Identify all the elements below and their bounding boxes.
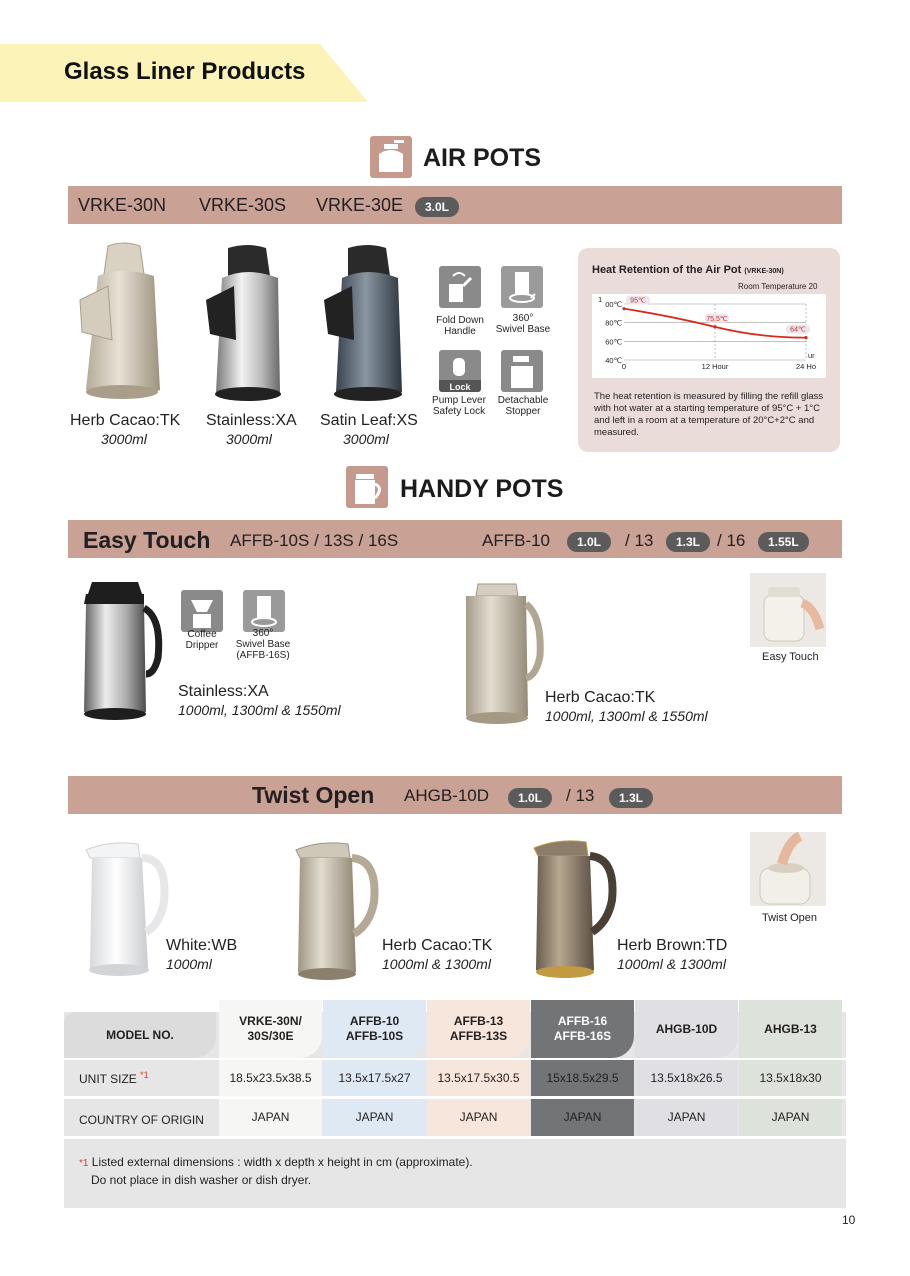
chart-y-tick-label: 60℃ [605,337,622,347]
capacity-badge: 3.0L [415,197,459,217]
chart-data-point [713,325,716,328]
table-header-model: VRKE-30N/ 30S/30E [219,1000,322,1058]
twist-open-product-capacity: 1000ml & 1300ml [617,956,726,972]
heat-retention-chart [592,294,826,378]
twist-open-photo [750,832,826,906]
twist-open-herb-cacao-image [290,836,384,986]
swivel-base-icon [243,590,285,632]
table-cell-origin: JAPAN [323,1099,426,1136]
table-cell-origin: JAPAN [531,1099,634,1136]
twist-open-band [68,776,842,814]
easy-touch-photo-caption: Easy Touch [762,651,819,663]
chart-y-tick-label: 40℃ [605,356,622,365]
feature-label: Fold Down Handle [436,315,484,337]
easy-touch-models: AFFB-10S / 13S / 16S [230,531,399,550]
table-cell-unit-size: 13.5x17.5x30.5 [427,1060,530,1096]
twist-open-product-capacity: 1000ml & 1300ml [382,956,491,972]
table-cell-unit-size: 13.5x17.5x27 [323,1060,426,1096]
table-header-model: AFFB-10 AFFB-10S [323,1000,426,1058]
air-pot-product-name: Satin Leaf:XS [320,412,418,429]
chart-data-label: 75.5℃ [706,315,728,323]
air-pots-title: AIR POTS [423,144,542,172]
feature-label: Coffee Dripper [185,629,219,651]
twist-open-product-name: Herb Cacao:TK [382,937,493,954]
table-header-model: AHGB-13 [739,1000,842,1058]
chart-data-point [804,336,807,339]
feature-label: 360° Swivel Base (AFFB-16S) [235,628,291,661]
twist-open-herb-brown-image [526,834,622,986]
handy-pots-title: HANDY POTS [400,475,564,503]
chart-x-tick-label: 12 Hour [701,362,729,371]
table-cell-origin: JAPAN [635,1099,738,1136]
capacity-badge: 1.55L [758,532,809,552]
table-divider [64,1136,846,1139]
feature-label: Detachable Stopper [497,395,549,417]
twist-open-photo-caption: Twist Open [762,912,818,924]
coffee-dripper-icon [181,590,223,632]
table-cell-origin: JAPAN [219,1099,322,1136]
air-pots-model-band [68,186,842,224]
table-header-model-no: MODEL NO. [64,1012,216,1058]
air-pot-herb-cacao-image [72,240,172,408]
table-cell-origin: JAPAN [739,1099,842,1136]
table-cell-unit-size: 13.5x18x26.5 [635,1060,738,1096]
air-pot-stainless-image [200,242,296,408]
table-header-model: AHGB-10D [635,1000,738,1058]
stopper-icon [501,350,543,392]
page-title: Glass Liner Products [64,58,306,85]
twist-open-product-capacity: 1000ml [166,956,212,972]
twist-open-product-name: White:WB [166,937,238,954]
spec-table [64,1012,846,1208]
lock-icon [439,350,481,392]
air-pot-icon [370,136,412,178]
heat-retention-title: Heat Retention of the Air Pot (VRKE-30N) [592,264,784,276]
feature-label: Pump Lever Safety Lock [432,395,486,417]
twist-open-models: AHGB-10D [404,786,490,805]
capacity-badge: 1.3L [666,532,710,552]
easy-touch-photo [750,573,826,647]
model-vrke-30e: VRKE-30E [316,195,404,215]
chart-y-top-fragment: 1 [598,295,603,304]
twist-open-product-name: Herb Brown:TD [617,937,728,954]
chart-data-label: 95℃ [630,297,646,305]
twist-open-white-image [80,836,172,982]
easy-touch-product-capacity: 1000ml, 1300ml & 1550ml [545,708,708,724]
chart-x-tick-label: 24 Ho [795,362,817,371]
heat-retention-card [578,248,840,452]
table-cell-unit-size: 15x18.5x29.5 [531,1060,634,1096]
air-pot-product-capacity: 3000ml [226,431,272,447]
page-number: 10 [842,1213,856,1227]
model-vrke-30n: VRKE-30N [78,195,167,215]
capacity-badge: 1.0L [567,532,611,552]
easy-touch-product-name: Stainless:XA [178,683,269,700]
model-vrke-30s: VRKE-30S [199,195,287,215]
easy-touch-herb-cacao-image [460,580,546,730]
size-separator: / 16 [717,531,746,550]
size-separator: / 13 [625,531,654,550]
lock-icon-text: Lock [449,382,471,392]
table-footnote: *1 Listed external dimensions : width x depth x height in cm (approximate). Do not place in dish washer or dish dryer. [79,1155,473,1187]
feature-label: 360° Swivel Base [495,313,551,335]
easy-touch-stainless-image [78,578,164,724]
air-pot-satin-leaf-image [318,242,418,408]
chart-data-point [622,307,625,310]
heat-retention-note: The heat retention is measured by filling the refill glass with hot water at a starting temperature of 95°C + 1°C and left in a room at a temperature of 20°C+2°C and measured. [594,391,824,438]
chart-x-unit-fragment: ur [808,351,815,360]
twist-open-title: Twist Open [252,782,375,808]
row-label-unit-size: UNIT SIZE $^{*1}$ [79,1070,149,1086]
capacity-badge: 1.0L [508,788,552,808]
table-cell-origin: JAPAN [427,1099,530,1136]
air-pot-product-name: Stainless:XA [206,412,297,429]
room-temperature-label: Room Temperature 20 [738,282,818,291]
row-label-origin: COUNTRY OF ORIGIN [79,1113,204,1127]
swivel-base-icon [501,266,543,308]
fold-down-handle-icon [439,266,481,308]
air-pot-product-name: Herb Cacao:TK [70,412,181,429]
capacity-badge: 1.3L [609,788,653,808]
table-cell-unit-size: 18.5x23.5x38.5 [219,1060,322,1096]
air-pot-product-capacity: 3000ml [343,431,389,447]
chart-y-tick-label: 80℃ [605,318,622,328]
easy-touch-product-capacity: 1000ml, 1300ml & 1550ml [178,702,341,718]
air-pot-product-capacity: 3000ml [101,431,147,447]
easy-touch-size-prefix: AFFB-10 [482,531,551,550]
handy-pot-icon [346,466,388,508]
chart-data-label: 64℃ [790,326,806,334]
size-separator: / 13 [566,786,595,805]
table-header-model: AFFB-13 AFFB-13S [427,1000,530,1058]
easy-touch-product-name: Herb Cacao:TK [545,689,656,706]
table-cell-unit-size: 13.5x18x30 [739,1060,842,1096]
chart-y-tick-label: 00℃ [605,300,622,309]
easy-touch-band [68,520,842,558]
table-header-model: AFFB-16 AFFB-16S [531,1000,634,1058]
chart-x-tick-label: 0 [621,362,627,371]
easy-touch-title: Easy Touch [83,527,211,553]
